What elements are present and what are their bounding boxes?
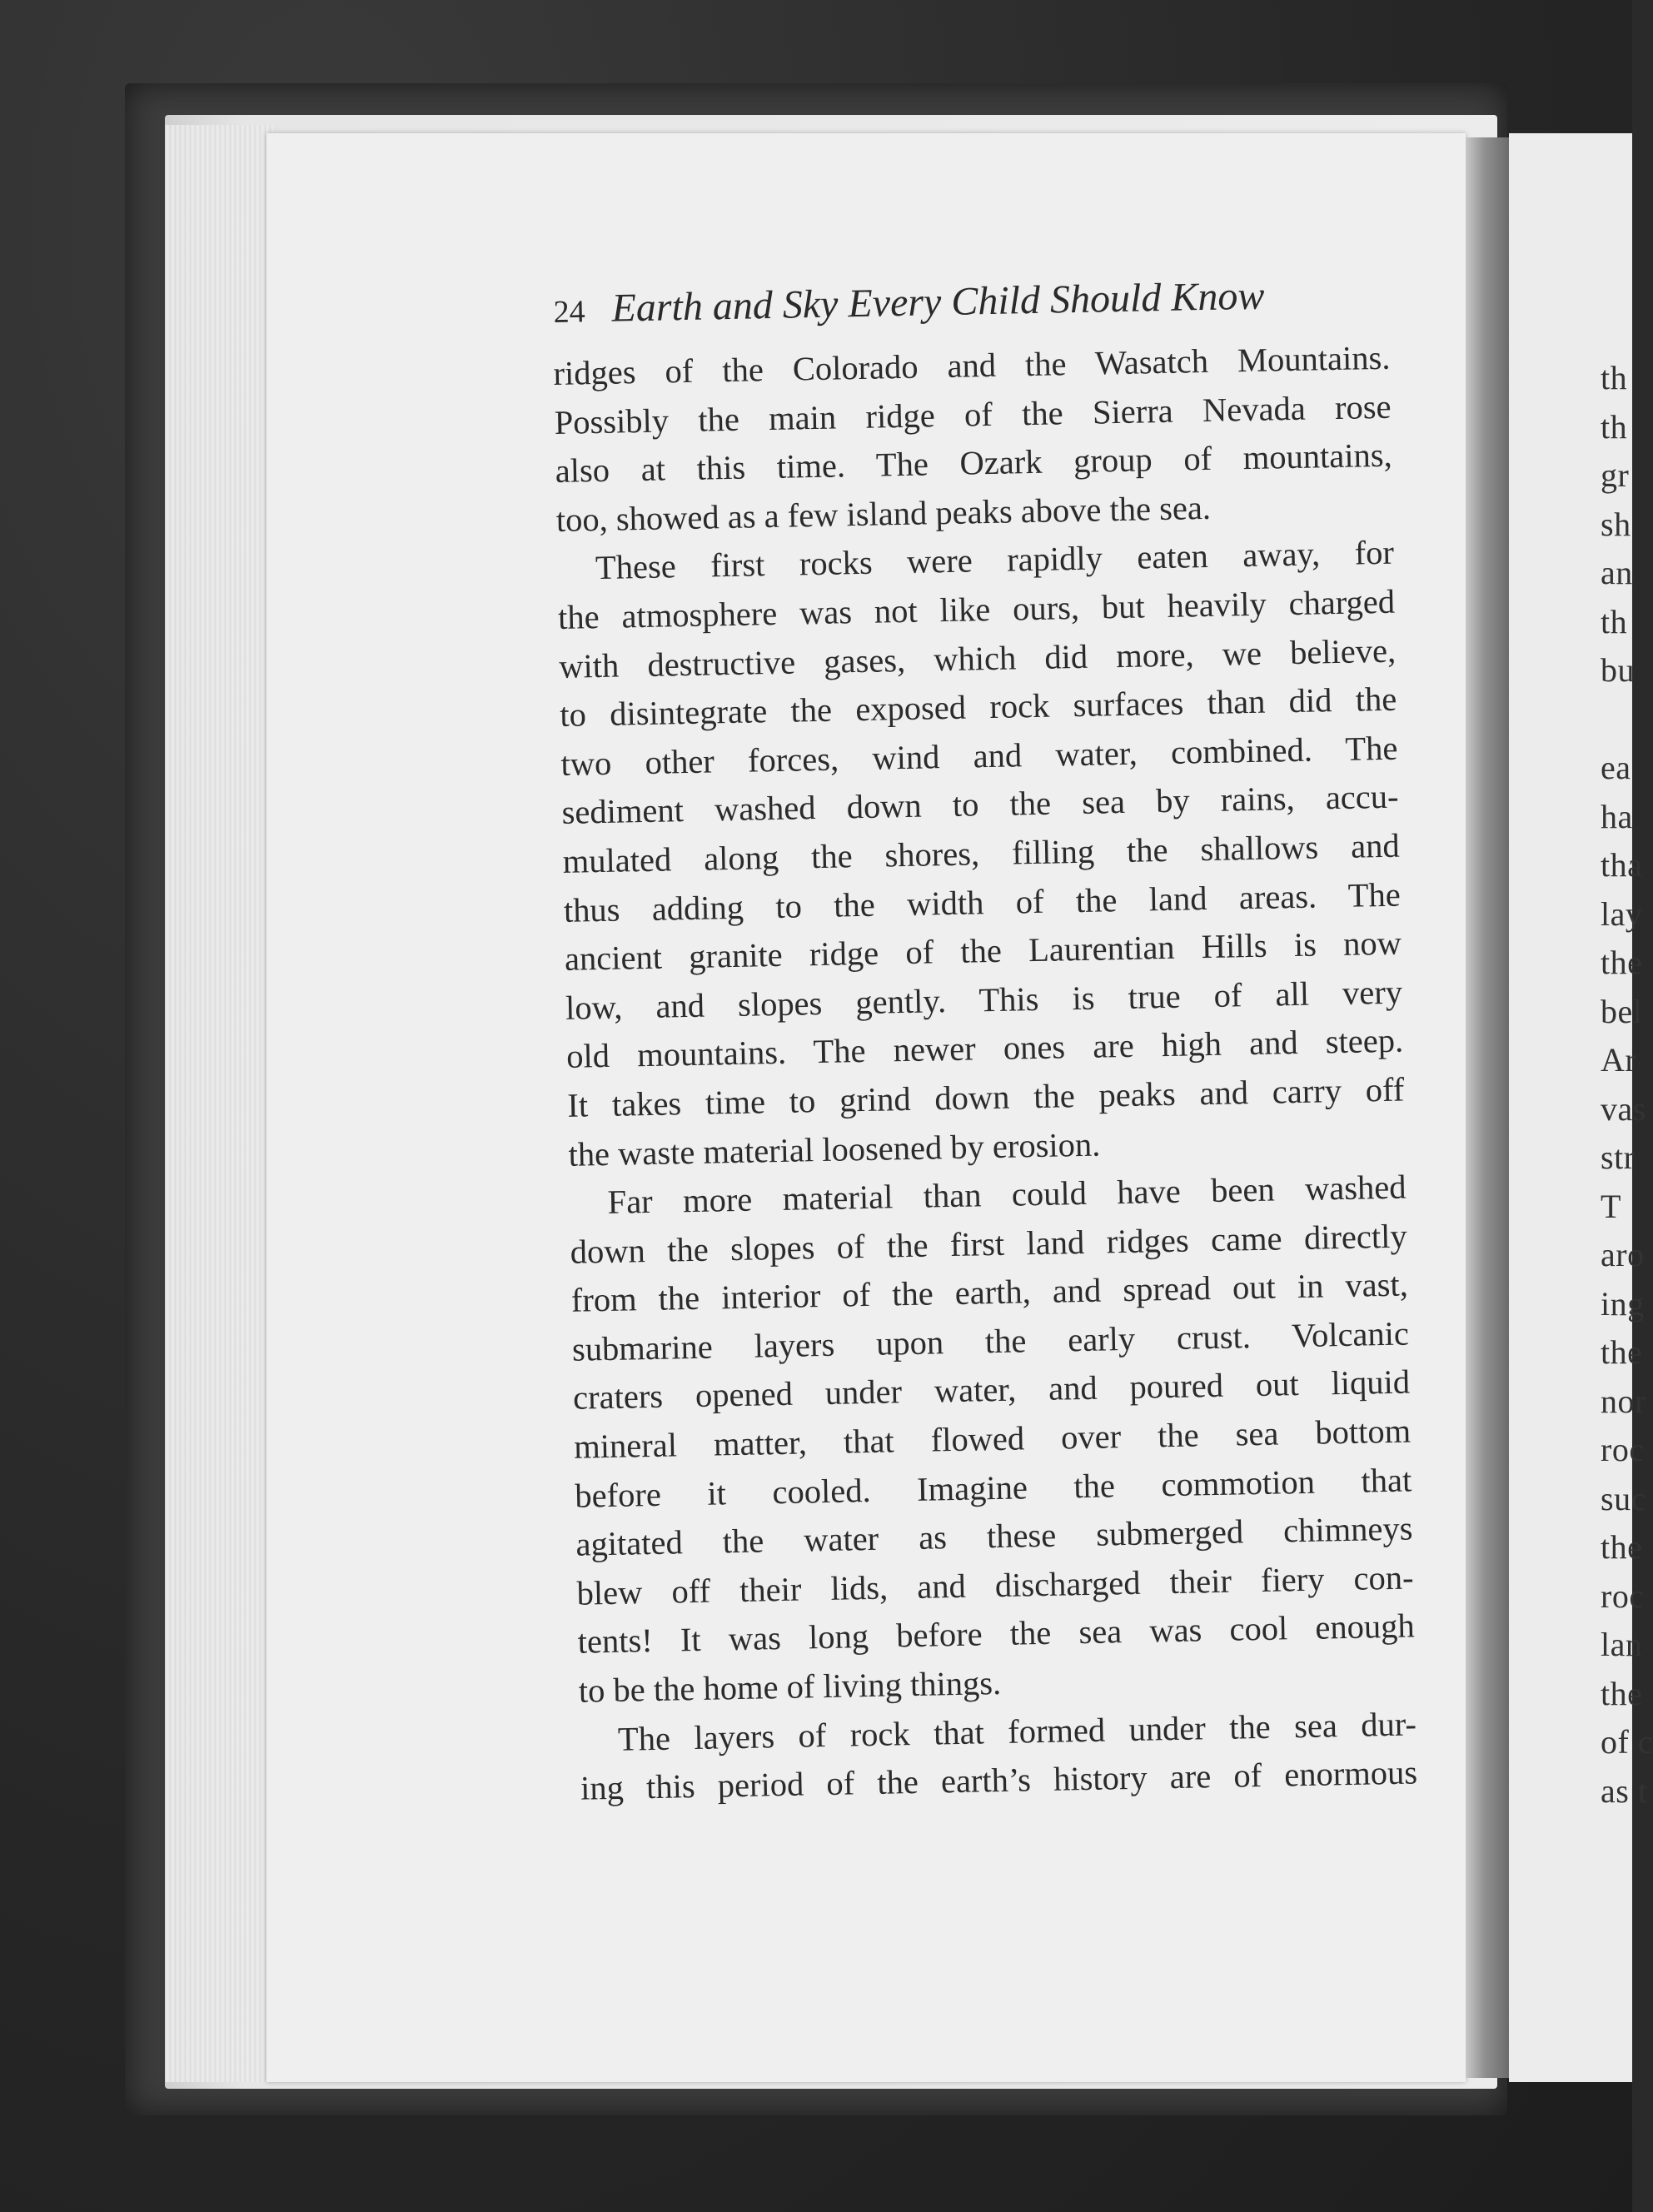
text-line: with destructive gases, which did more, we believe,: [558, 631, 1397, 685]
text-line: the waste material loosened by erosion.: [568, 1125, 1101, 1173]
text-line: submarine layers upon the early crust. Volcanic: [571, 1314, 1410, 1368]
text-line: blew off their lids, and discharged their fiery con-: [576, 1558, 1414, 1612]
text-line: too, showed as a few island peaks above the sea.: [555, 488, 1212, 539]
body-text: [553, 334, 1418, 1814]
text-line: The layers of rock that formed under the sea dur-: [617, 1705, 1417, 1758]
text-line: the atmosphere was not like ours, but heavily charged: [557, 582, 1396, 636]
text-line: sediment washed down to the sea by rains, accu-: [561, 777, 1399, 832]
text-line: mulated along the shores, filling the shallows and: [562, 826, 1401, 880]
text-line: ridges of the Colorado and the Wasatch Mountains.: [553, 338, 1391, 392]
text-line: tents! It was long before the sea was cool enough: [577, 1607, 1416, 1661]
text-line: mineral matter, that flowed over the sea bottom: [573, 1412, 1412, 1466]
page-number: 24: [553, 294, 585, 330]
text-line: from the interior of the earth, and spread out in vast,: [570, 1265, 1409, 1320]
running-head-title: Earth and Sky Every Child Should Know: [611, 273, 1265, 331]
page-edges: [165, 125, 273, 2082]
text-line: to be the home of living things.: [578, 1663, 1002, 1710]
text-line: also at this time. The Ozark group of mountains,: [555, 436, 1393, 491]
text-line: Possibly the main ridge of the Sierra Nevada rose: [554, 387, 1392, 441]
text-line: craters opened under water, and poured out liquid: [572, 1363, 1411, 1417]
text-line: These first rocks were rapidly eaten away, for: [595, 534, 1395, 587]
text-line: to disintegrate the exposed rock surfaces than did the: [559, 680, 1397, 735]
text-line: down the slopes of the first land ridges came directly: [570, 1217, 1408, 1271]
text-line: two other forces, wind and water, combined. The: [560, 729, 1398, 783]
text-line: ancient granite ridge of the Laurentian Hills is now: [564, 924, 1402, 978]
text-line: before it cooled. Imagine the commotion that: [574, 1461, 1412, 1515]
book-gutter: [1466, 137, 1509, 2078]
text-line: thus adding to the width of the land areas. The: [563, 875, 1402, 929]
text-line: old mountains. The newer ones are high and steep.: [565, 1021, 1404, 1076]
facing-page-text: th th gr sh an th bu ea ha tha lay the bel Ar vas str T aro ing the nor roc suc the roc lan the of c as t: [1601, 359, 1653, 1810]
right-page: [1509, 133, 1653, 2082]
text-line: low, and slopes gently. This is true of all very: [565, 973, 1403, 1027]
text-line: ing this period of the earth’s history are of enormous: [580, 1753, 1418, 1807]
text-line: agitated the water as these submerged chimneys: [575, 1509, 1413, 1563]
text-line: Far more material than could have been washed: [607, 1168, 1407, 1222]
text-line: It takes time to grind down the peaks and carry off: [566, 1070, 1405, 1124]
